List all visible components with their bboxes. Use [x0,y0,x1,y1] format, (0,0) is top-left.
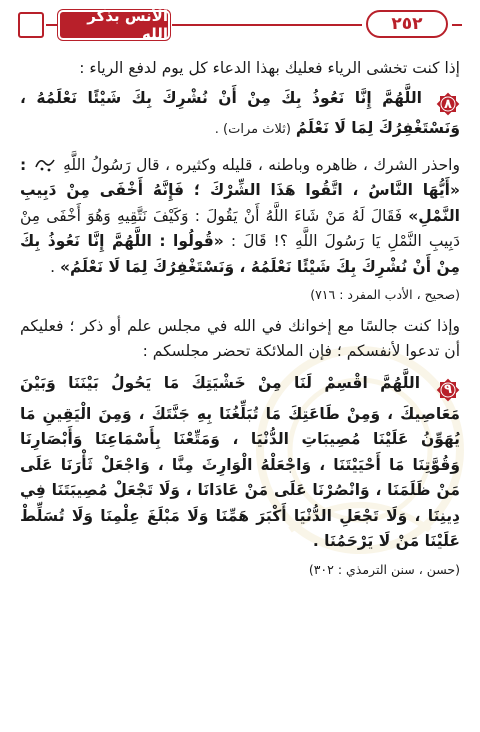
honorific-icon [34,155,56,173]
sentence-end: . [50,257,61,276]
header-corner-ornament [18,12,44,38]
repeat-note: (ثلاث مرات) . [214,122,291,138]
hadith-reference: (حسن ، سنن الترمذي : ٣٠٢) [308,561,460,577]
header-rule [172,24,362,26]
hadith-reference: (صحيح ، الأدب المفرد : ٧١٦) [310,287,460,303]
number-badge-icon [436,92,460,116]
header-rule [46,24,58,26]
shirk-paragraph [20,153,460,281]
page-header [18,7,462,43]
page-content [20,56,460,588]
paragraph-text: واحذر الشرك ، ظاهره وباطنه ، قليله وكثيره ، قال رَسُولُ اللَّهِ [63,155,460,174]
dua-number: ٩ [444,381,452,397]
dua-9 [20,371,460,555]
dua-8 [20,86,460,143]
hadith-text: «قُولُوا : اللَّهُمَّ إِنَّا نَعُوذُ بِكَ مِنْ أَنْ نُشْرِكَ بِكَ شَيْئًا نَعْلَمُهُ ، وَنَسْتَغْفِرُكَ لِمَا لَا نَعْلَمُ» [20,232,460,276]
book-title: الأنس بذكر الله [60,12,168,38]
dua-number: ٨ [444,96,452,112]
dua-text: اللَّهُمَّ إِنَّا نَعُوذُ بِكَ مِنْ أَنْ نُشْرِكَ بِكَ شَيْئًا نَعْلَمُهُ ، وَنَسْتَغْفِرُكَ لِمَا لَا نَعْلَمُ [20,88,460,138]
hadith-text: : «أَيُّهَا النَّاسُ ، اتَّقُوا هَذَا الشِّرْكَ ؛ فَإِنَّهُ أَخْفَى مِنْ دَبِيبِ النَّمْلِ» [20,155,460,225]
dua-text: اللَّهُمَّ اقْسِمْ لَنَا مِنْ خَشْيَتِكَ مَا يَحُولُ بَيْنَنَا وَبَيْنَ مَعَاصِيكَ ، وَمِنْ طَاعَتِكَ مَا تُبَلِّغُنَا بِهِ جَنَّتَكَ ، وَمِنَ الْيَقِينِ مَا يُهَوِّنُ عَلَيْنَا مُصِيبَاتِ الدُّنْيَا ، وَمَتِّعْنَا بِأَسْمَاعِنَا وَأَبْصَارِنَا وَقُوَّتِنَا مَا أَحْيَيْتَنَا ، وَاجْعَلْهُ الْوَارِثَ مِنَّا ، وَاجْعَلْ ثَأْرَنَا عَلَى مَنْ ظَلَمَنَا ، وَانْصُرْنَا عَلَى مَنْ عَادَانَا ، وَلَا تَجْعَلْ مُصِيبَتَنَا فِي دِينِنَا ، وَلَا تَجْعَلِ الدُّنْيَا أَكْبَرَ هَمِّنَا وَلَا مَبْلَغَ عِلْمِنَا وَلَا تُسَلِّطْ عَلَيْنَا مَنْ لَا يَرْحَمُنَا . [20,373,460,550]
intro-paragraph: إذا كنت تخشى الرياء فعليك بهذا الدعاء كل يوم لدفع الرياء : [79,59,460,77]
gathering-paragraph: وإذا كنت جالسًا مع إخوانك في الله في مجلس علم أو ذكر ؛ فعليكم أن تدعوا لأنفسكم ؛ فإن الملائكة تحضر مجلسكم : [20,316,460,361]
header-rule [452,24,462,26]
number-badge-icon [436,378,460,402]
page-number: ٢٥٢ [366,10,448,38]
paragraph-text: فَقَالَ لَهُ مَنْ شَاءَ اللَّهُ أَنْ يَقُولَ : وَكَيْفَ نَتَّقِيهِ وَهُوَ أَخْفَى مِنْ دَبِيبِ النَّمْلِ يَا رَسُولَ اللَّهِ ؟! قَالَ : [20,206,460,251]
